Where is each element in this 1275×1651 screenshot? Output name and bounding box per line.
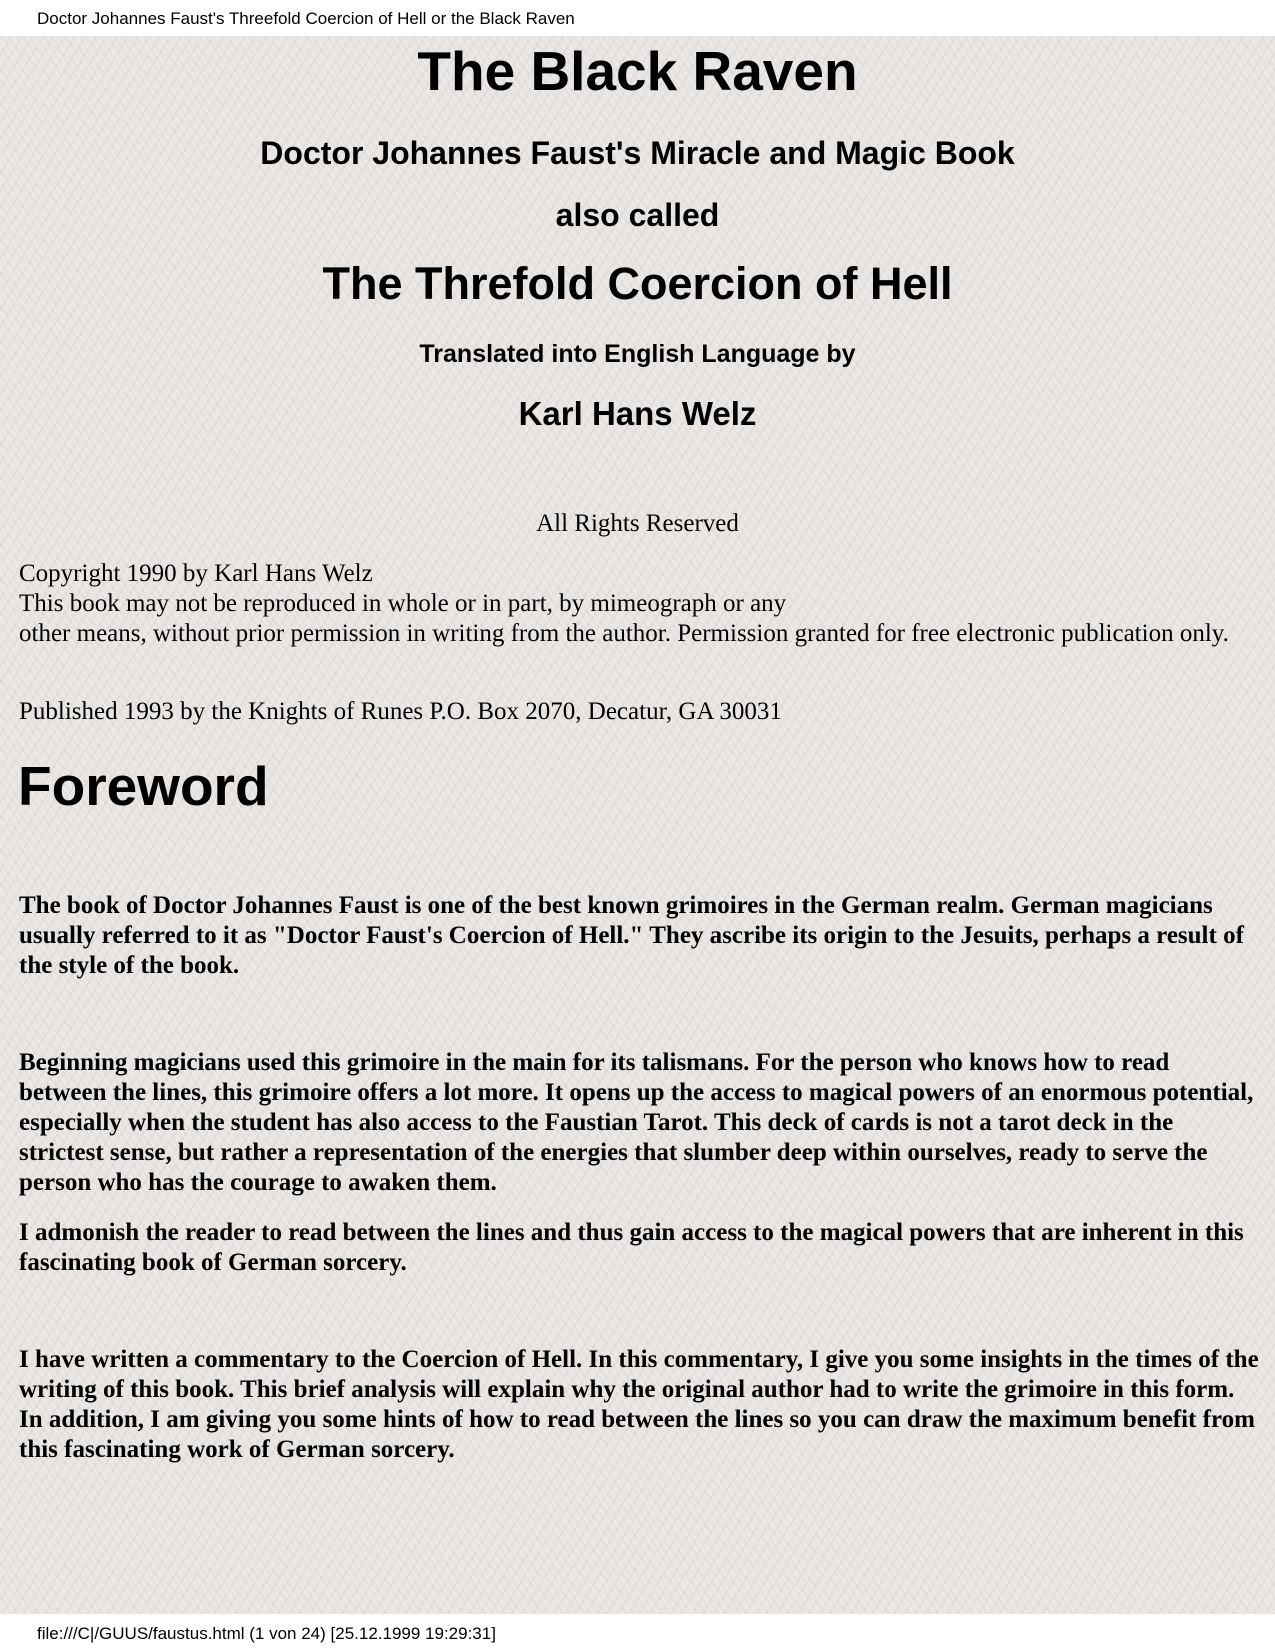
foreword-paragraph: I have written a commentary to the Coercion of Hell. In this commentary, I give you some insights in the times of the writing of this book. This brief analysis will explain why the original author had to write the grimoire in this form. In addition, I am giving you some hints of how to read between the lines so you can draw the maximum benefit from this fascinating work of German sorcery. <box>19 1346 1259 1463</box>
copyright-line: Copyright 1990 by Karl Hans Welz <box>19 560 373 587</box>
translation-credit: Translated into English Language by <box>419 340 856 368</box>
reproduction-notice: This book may not be reproduced in whole or in part, by mimeograph or any <box>19 590 787 617</box>
foreword-paragraph: I admonish the reader to read between the lines and thus gain access to the magical powers that are inherent in this fascinating book of German sorcery. <box>19 1219 1244 1276</box>
foreword-paragraph: Beginning magicians used this grimoire in the main for its talismans. For the person who knows how to read between the lines, this grimoire offers a lot more. It opens up the access to magical powers of an enormous potential, especially when the student has also access to the Faustian Tarot. This deck of cards is not a tarot deck in the strictest sense, but rather a representation of the energies that slumber deep within ourselves, ready to serve the person who has the courage to awaken them. <box>19 1049 1254 1196</box>
permission-notice: other means, without prior permission in writing from the author. Permission granted for free electronic publication only. <box>19 620 1229 647</box>
page-content <box>0 36 1275 1614</box>
foreword-heading: Foreword <box>18 755 269 817</box>
foreword-paragraph: The book of Doctor Johannes Faust is one of the best known grimoires in the German realm. German magicians usually referred to it as "Doctor Faust's Coercion of Hell." They ascribe its origin to the Jesuits, perhaps a result of the style of the book. <box>19 892 1244 979</box>
book-subtitle: Doctor Johannes Faust's Miracle and Magic Book <box>260 135 1015 171</box>
print-header <box>0 0 1275 36</box>
also-called-label: also called <box>555 197 720 233</box>
copyright-block <box>19 559 1259 649</box>
rights-notice: All Rights Reserved <box>536 510 739 537</box>
print-footer-url: file:///C|/GUUS/faustus.html (1 von 24) [25.12.1999 19:29:31] <box>37 1624 496 1643</box>
translator-name: Karl Hans Welz <box>518 395 757 432</box>
page-title: The Black Raven <box>417 40 858 102</box>
print-header-title: Doctor Johannes Faust's Threefold Coercion of Hell or the Black Raven <box>37 9 575 28</box>
alternate-title: The Threfold Coercion of Hell <box>322 258 953 309</box>
publisher-info: Published 1993 by the Knights of Runes P.O. Box 2070, Decatur, GA 30031 <box>19 698 782 725</box>
print-footer <box>0 1614 1275 1651</box>
